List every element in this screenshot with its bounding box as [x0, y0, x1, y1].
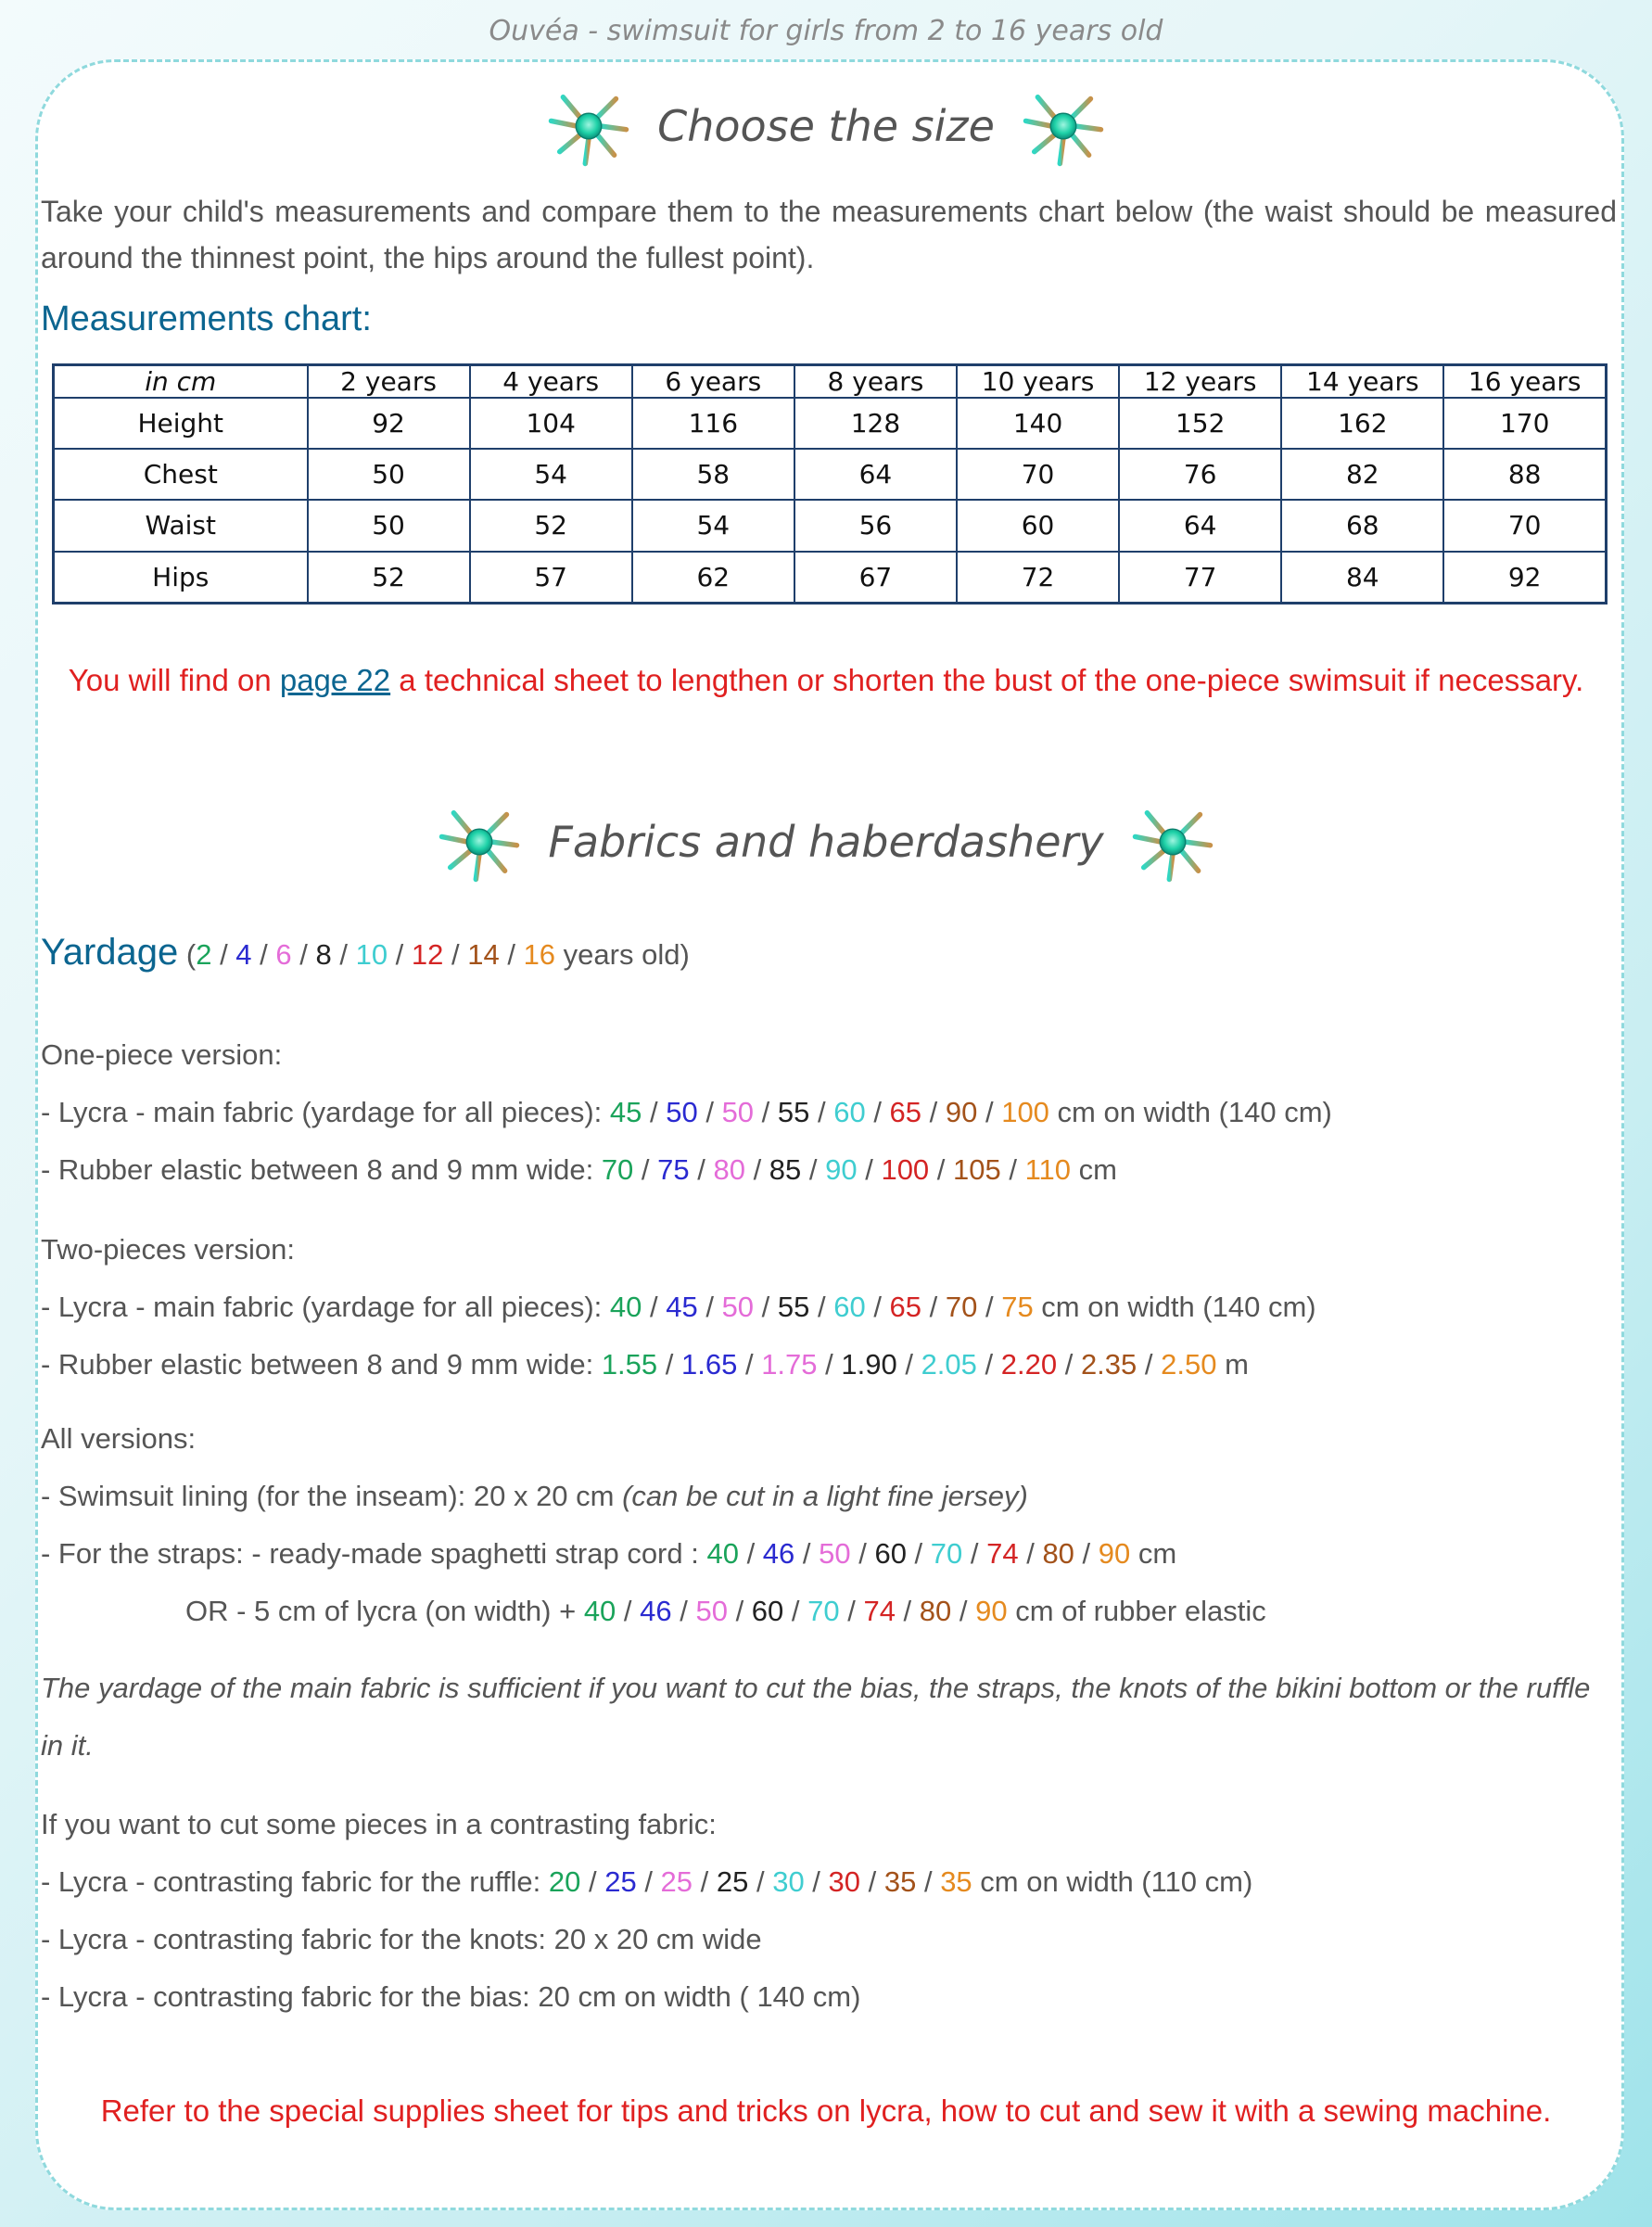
size-value: 75: [1001, 1291, 1034, 1323]
age-value: 2: [196, 938, 212, 971]
ages-legend: (2 / 4 / 6 / 8 / 10 / 12 / 14 / 16 years old): [178, 938, 690, 971]
size-section-heading: Choose the size: [657, 101, 995, 151]
table-cell: 140: [957, 398, 1119, 449]
line-prefix: - Lycra - contrasting fabric for the ruffle:: [41, 1865, 549, 1898]
table-cell: 52: [308, 552, 470, 604]
size-value: 70: [601, 1153, 634, 1186]
size-value: 25: [604, 1865, 637, 1898]
table-cell: 58: [632, 449, 794, 500]
size-value: 70: [807, 1595, 840, 1627]
size-value: 46: [640, 1595, 672, 1627]
line-suffix: cm: [1071, 1153, 1117, 1186]
size-value: 80: [1042, 1537, 1074, 1570]
size-value: 40: [609, 1291, 642, 1323]
table-column-header: 16 years: [1443, 365, 1606, 399]
table-header-row: [54, 365, 1607, 399]
knots-line: - Lycra - contrasting fabric for the knots: 20 x 20 cm wide: [41, 1923, 762, 1955]
size-value: 65: [889, 1096, 922, 1128]
page-22-link[interactable]: page 22: [279, 663, 391, 697]
size-value: 90: [1098, 1537, 1131, 1570]
table-cell: 70: [957, 449, 1119, 500]
one-piece-elastic-line: - Rubber elastic between 8 and 9 mm wide: 70 / 75 / 80 / 85 / 90 / 100 / 105 / 110 cm: [41, 1153, 1117, 1186]
table-cell: 152: [1119, 398, 1281, 449]
size-value: 60: [751, 1595, 784, 1627]
size-value: 35: [883, 1865, 917, 1898]
table-row-label: Hips: [54, 552, 308, 604]
size-value: 1.55: [601, 1348, 658, 1381]
measurements-table: [52, 363, 1608, 604]
size-value: 50: [721, 1291, 755, 1323]
one-piece-heading: One-piece version:: [41, 1038, 283, 1071]
sufficient-note: The yardage of the main fabric is sufficient if you want to cut the bias, the straps, the knots of the bikini bottom or the ruffle in it.: [41, 1672, 1591, 1762]
ages-open: (: [178, 938, 197, 971]
size-value: 20: [548, 1865, 581, 1898]
all-versions-heading: All versions:: [41, 1422, 197, 1455]
size-value: 60: [833, 1291, 866, 1323]
contrast-heading: If you want to cut some pieces in a contrasting fabric:: [41, 1808, 717, 1840]
size-value: 74: [863, 1595, 896, 1627]
size-section-title: [0, 83, 1652, 169]
size-value: 100: [1001, 1096, 1049, 1128]
size-value: 100: [881, 1153, 930, 1186]
size-value: 50: [695, 1595, 728, 1627]
age-value: 8: [315, 938, 332, 971]
table-cell: 67: [794, 552, 957, 604]
age-value: 16: [523, 938, 556, 971]
size-value: 65: [889, 1291, 922, 1323]
line-suffix: cm on width (140 cm): [1048, 1096, 1332, 1128]
table-row-label: Chest: [54, 449, 308, 500]
line-suffix: cm on width (140 cm): [1033, 1291, 1316, 1323]
size-value: 80: [919, 1595, 952, 1627]
size-value: 50: [721, 1096, 755, 1128]
two-pieces-lycra-line: - Lycra - main fabric (yardage for all pieces): 40 / 45 / 50 / 55 / 60 / 65 / 70 / 75 cm on width (140 cm): [41, 1291, 1316, 1323]
measurements-chart-heading: Measurements chart:: [41, 299, 372, 338]
age-value: 10: [355, 938, 388, 971]
straps-cord-line: - For the straps: - ready-made spaghetti strap cord : 40 / 46 / 50 / 60 / 70 / 74 / 80 / 90 cm: [41, 1537, 1177, 1570]
age-value: 6: [275, 938, 292, 971]
size-value: 60: [874, 1537, 907, 1570]
table-cell: 128: [794, 398, 957, 449]
table-cell: 70: [1443, 500, 1606, 551]
sun-icon: [437, 799, 522, 884]
size-value: 1.75: [761, 1348, 818, 1381]
table-cell: 84: [1281, 552, 1443, 604]
table-column-header: 14 years: [1281, 365, 1443, 399]
yardage-heading: [41, 932, 690, 974]
bias-line: - Lycra - contrasting fabric for the bias: 20 cm on width ( 140 cm): [41, 1980, 861, 2013]
size-value: 90: [945, 1096, 978, 1128]
line-prefix: - Rubber elastic between 8 and 9 mm wide:: [41, 1153, 602, 1186]
size-value: 40: [706, 1537, 739, 1570]
size-value: 55: [777, 1096, 810, 1128]
table-column-header: 6 years: [632, 365, 794, 399]
line-suffix: cm: [1130, 1537, 1177, 1570]
table-cell: 68: [1281, 500, 1443, 551]
line-prefix: - Lycra - main fabric (yardage for all pieces):: [41, 1096, 610, 1128]
line-prefix: - For the straps: - ready-made spaghetti strap cord :: [41, 1537, 707, 1570]
size-value: 70: [945, 1291, 978, 1323]
size-value: 2.20: [1000, 1348, 1058, 1381]
table-cell: 54: [632, 500, 794, 551]
straps-or-line: OR - 5 cm of lycra (on width) + 40 / 46 / 50 / 60 / 70 / 74 / 80 / 90 cm of rubber elastic: [185, 1595, 1266, 1627]
one-piece-lycra-line: - Lycra - main fabric (yardage for all pieces): 45 / 50 / 50 / 55 / 60 / 65 / 90 / 100 cm on width (140 cm): [41, 1096, 1332, 1128]
size-value: 110: [1024, 1153, 1072, 1186]
table-row: [54, 552, 1607, 604]
technical-sheet-note: [0, 663, 1652, 698]
size-value: 45: [609, 1096, 642, 1128]
ruffle-line: - Lycra - contrasting fabric for the ruffle: 20 / 25 / 25 / 25 / 30 / 30 / 35 / 35 cm on width (110 cm): [41, 1865, 1253, 1898]
table-row-label: Height: [54, 398, 308, 449]
size-value: 90: [975, 1595, 1008, 1627]
table-cell: 77: [1119, 552, 1281, 604]
table-row-label: Waist: [54, 500, 308, 551]
size-value: 50: [819, 1537, 851, 1570]
table-corner-cell: in cm: [54, 365, 308, 399]
table-cell: 57: [470, 552, 632, 604]
table-cell: 92: [308, 398, 470, 449]
table-row: [54, 500, 1607, 551]
table-row: [54, 449, 1607, 500]
table-cell: 62: [632, 552, 794, 604]
table-cell: 82: [1281, 449, 1443, 500]
intro-paragraph: Take your child's measurements and compare them to the measurements chart below (the waist should be measured around the thinnest point, the hips around the fullest point).: [41, 195, 1617, 274]
size-value: 30: [772, 1865, 805, 1898]
document-title: Ouvéa - swimsuit for girls from 2 to 16 years old: [489, 15, 1163, 47]
table-column-header: 8 years: [794, 365, 957, 399]
size-value: 30: [828, 1865, 861, 1898]
sun-icon: [546, 83, 631, 169]
size-value: 1.90: [841, 1348, 897, 1381]
fabrics-section-heading: Fabrics and haberdashery: [548, 817, 1104, 867]
table-column-header: 4 years: [470, 365, 632, 399]
sun-icon: [1130, 799, 1215, 884]
size-value: 2.35: [1080, 1348, 1137, 1381]
size-value: 70: [930, 1537, 963, 1570]
size-value: 40: [583, 1595, 616, 1627]
supplies-sheet-note: Refer to the special supplies sheet for tips and tricks on lycra, how to cut and sew it with a sewing machine.: [100, 2093, 1552, 2128]
size-value: 45: [666, 1291, 698, 1323]
table-cell: 116: [632, 398, 794, 449]
note-text-before: You will find on: [68, 663, 280, 697]
table-cell: 104: [470, 398, 632, 449]
age-value: 14: [467, 938, 500, 971]
size-value: 2.50: [1161, 1348, 1217, 1381]
sun-icon: [1021, 83, 1106, 169]
table-cell: 64: [794, 449, 957, 500]
size-value: 25: [660, 1865, 693, 1898]
size-value: 50: [666, 1096, 698, 1128]
table-cell: 88: [1443, 449, 1606, 500]
lining-note: (can be cut in a light fine jersey): [622, 1480, 1028, 1512]
size-value: 46: [762, 1537, 795, 1570]
age-value: 12: [411, 938, 444, 971]
size-value: 74: [986, 1537, 1019, 1570]
table-cell: 56: [794, 500, 957, 551]
line-suffix: m: [1216, 1348, 1249, 1381]
size-value: 85: [769, 1153, 802, 1186]
line-prefix: OR - 5 cm of lycra (on width) +: [185, 1595, 584, 1627]
table-cell: 64: [1119, 500, 1281, 551]
table-cell: 162: [1281, 398, 1443, 449]
lining-text: - Swimsuit lining (for the inseam): 20 x 20 cm: [41, 1480, 623, 1512]
lining-line: [41, 1480, 1028, 1513]
table-cell: 72: [957, 552, 1119, 604]
line-prefix: - Lycra - main fabric (yardage for all pieces):: [41, 1291, 610, 1323]
size-value: 60: [833, 1096, 866, 1128]
size-value: 25: [716, 1865, 749, 1898]
line-suffix: cm of rubber elastic: [1007, 1595, 1266, 1627]
size-value: 105: [953, 1153, 1001, 1186]
size-value: 90: [825, 1153, 858, 1186]
table-row: [54, 398, 1607, 449]
size-value: 2.05: [921, 1348, 977, 1381]
table-cell: 54: [470, 449, 632, 500]
table-cell: 52: [470, 500, 632, 551]
table-cell: 92: [1443, 552, 1606, 604]
line-suffix: cm on width (110 cm): [972, 1865, 1253, 1898]
table-column-header: 2 years: [308, 365, 470, 399]
size-value: 55: [777, 1291, 810, 1323]
two-pieces-elastic-line: - Rubber elastic between 8 and 9 mm wide: 1.55 / 1.65 / 1.75 / 1.90 / 2.05 / 2.20 / 2.35 / 2.50 m: [41, 1348, 1249, 1381]
line-prefix: - Rubber elastic between 8 and 9 mm wide:: [41, 1348, 602, 1381]
size-value: 35: [940, 1865, 972, 1898]
table-cell: 170: [1443, 398, 1606, 449]
fabrics-section-title: [0, 799, 1652, 884]
two-pieces-heading: Two-pieces version:: [41, 1233, 295, 1266]
table-column-header: 10 years: [957, 365, 1119, 399]
table-cell: 50: [308, 449, 470, 500]
size-value: 75: [657, 1153, 690, 1186]
table-cell: 60: [957, 500, 1119, 551]
size-value: 1.65: [681, 1348, 738, 1381]
yardage-label: Yardage: [41, 932, 179, 973]
ages-suffix: years old): [555, 938, 690, 971]
note-text-after: a technical sheet to lengthen or shorten the bust of the one-piece swimsuit if necessary.: [390, 663, 1584, 697]
age-value: 4: [235, 938, 252, 971]
size-value: 80: [713, 1153, 745, 1186]
table-cell: 76: [1119, 449, 1281, 500]
table-column-header: 12 years: [1119, 365, 1281, 399]
table-cell: 50: [308, 500, 470, 551]
